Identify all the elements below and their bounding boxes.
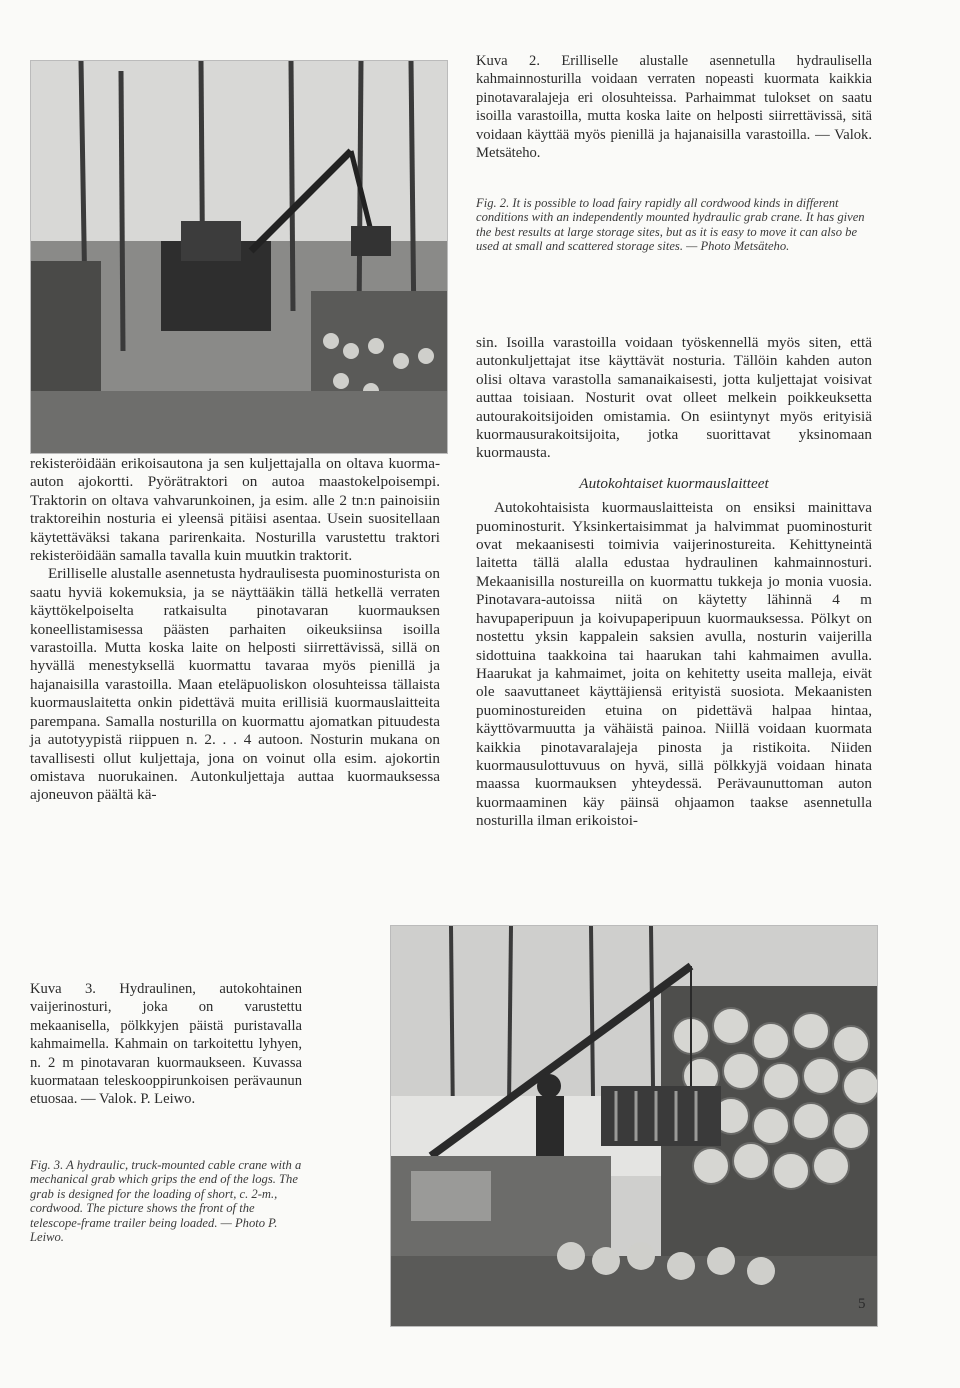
left-column [30,455,440,805]
photo-cable-crane [390,925,878,1327]
figure-2-caption-fi: Kuva 2. Erilliselle alustalle asennetulla hydraulisella kahmainnosturilla voidaan verraten nopeasti kuormata kaikkia pinotavaralajeja eri olosuhteissa. Parhaimmat tulokset on saatu isoilla varastoilla, mutta koska laite on helposti siirrettävissä, sitä voidaan käyttää myös pienillä ja hajanaisilla varastoilla. — Valok. Metsäteho. [476,53,872,162]
right-column [476,334,872,831]
left-paragraph-1: rekisteröidään erikoisautona ja sen kuljettajalla on oltava kuorma-auton ajokortti. Pyörätraktori on autoa maastokelpoisempi. Traktorin on oltava vahvarunkoinen, ja esim. alle 2 tn:n painoisiin traktoreihin nosturia ei yleensä pitäisi asentaa. Usein suositellaan käytettäväksi takana parirenkaita. Nosturilla varustettu traktori rekisteröidään samalla tavalla kuin muutkin traktorit. [30,455,440,565]
figure-2-caption-en: Fig. 2. It is possible to load fairy rapidly all cordwood kinds in different conditions with an independently mounted hydraulic grab crane. It has given the best results at large storage sites, but as it is easy to move it can also be used at small and scattered storage sites. — Photo Metsäteho. [476,196,865,254]
photo-grab-crane [30,60,448,454]
figure-3-caption-en: Fig. 3. A hydraulic, truck-mounted cable crane with a mechanical grab which grips the end of the logs. The grab is designed for the loading of short, c. 2-m., cordwood. The picture shows the front of the telescope-frame trailer being loaded. — Photo P. Leiwo. [30,1158,302,1245]
right-intro: sin. Isoilla varastoilla voidaan työskennellä myös siten, että autonkuljettajat itse käyttävät nosturia. Tällöin kahden auton olisi oltava varastolla samanaikaisesti, jotta kuljettajat voisivat auttaa toisiaan. Nosturit ovat olleet melkein poikkeuksetta autourakoitsijoiden omistamia. On esiintynyt myös erityisiä kuormausurakoitsijoita, jotka suorittavat yksinomaan kuormausta. [476,334,872,462]
left-paragraph-2: Erilliselle alustalle asennetusta hydraulisesta puominosturista on saatu hyviä kokemuksia, ja se näyttääkin tällä hetkellä verraten käyttökelpoiselta ratkaisulta pinotavaran kuormauksen koneellistamisessa päästen parhaiten oikeuksiinsa isoilla varastoilla. Mutta koska laite on helposti siirrettävissä, sillä on hyvällä menestyksellä kuormattu tavaraa myös pienillä ja hajanaisilla varastoilla. Maan eteläpuoliskon olosuhteissa tällaista kuormauslaitetta onkin pidettävä muita erillisiä kuormauslaitteita parempana. Samalla nosturilla on kuormattu ajomatkan pituudesta ja autotyypistä riippuen n. 2. . . 4 autoon. Nosturin mukana on tavallisesti ollut kuljettaja, jona on voinut olla esim. ajokortin omistava nuorukainen. Autonkuljettaja auttaa kuormauksessa ajoneuvon päältä kä- [30,565,440,804]
page-number: 5 [858,1296,866,1312]
right-section-text: Autokohtaisista kuormauslaitteista on ensiksi mainittava puominosturit. Yksinkertaisimmat ja halvimmat puominosturit ovat mekaanisesti toimivia vaijerinostureita. Kehittyneintä laitetta tällä alalla edustaa hydraulinen kahmainnosturi. Mekaanisilla nostureilla on kuormattu tukkeja jo monia vuosia. Pinotavara-autoissa niitä on käytetty lähinnä 4 m havupaperipuun ja koivupaperipuun kuormauksessa. Pölkyt on nostettu yksin kappalein saksien avulla, nosturin vaijerilla sidottuina taakkoina tai haarukan tahi kahmaimen avulla. Haarukat ja kahmaimet, joita on kehitetty useita malleja, eivät ole saavuttaneet käyttäjiensä erityistä suosiota. Mekaanisten puominostureiden etuina on pidettävä halpaa hintaa, käyttövarmuutta ja vähäistä painoa. Niillä voidaan kuormata kaikkia pinotavaralajeja pinosta ja ristikoita. Niiden kuormausulottuvuus on hyvä, sillä pölkkyjä voidaan hinata maassa kuormauksen yhteydessä. Perävaunuttoman auton kuormaaminen käy päinsä ohjaamon taakse asennetulla nosturilla ilman erikoistoi- [476,499,872,830]
figure-3-caption-fi: Kuva 3. Hydraulinen, autokohtainen vaijerinosturi, joka on varustettu mekaanisella, pölkkyjen päistä puristavalla kahmaimella. Kahmain on tarkoitettu lyhyen, n. 2 m pinotavaran kuormaukseen. Kuvassa kuormataan teleskooppirunkoisen perävaunun etuosaa. — Valok. P. Leiwo. [30,981,302,1108]
section-heading: Autokohtaiset kuormauslaitteet [579,474,769,492]
